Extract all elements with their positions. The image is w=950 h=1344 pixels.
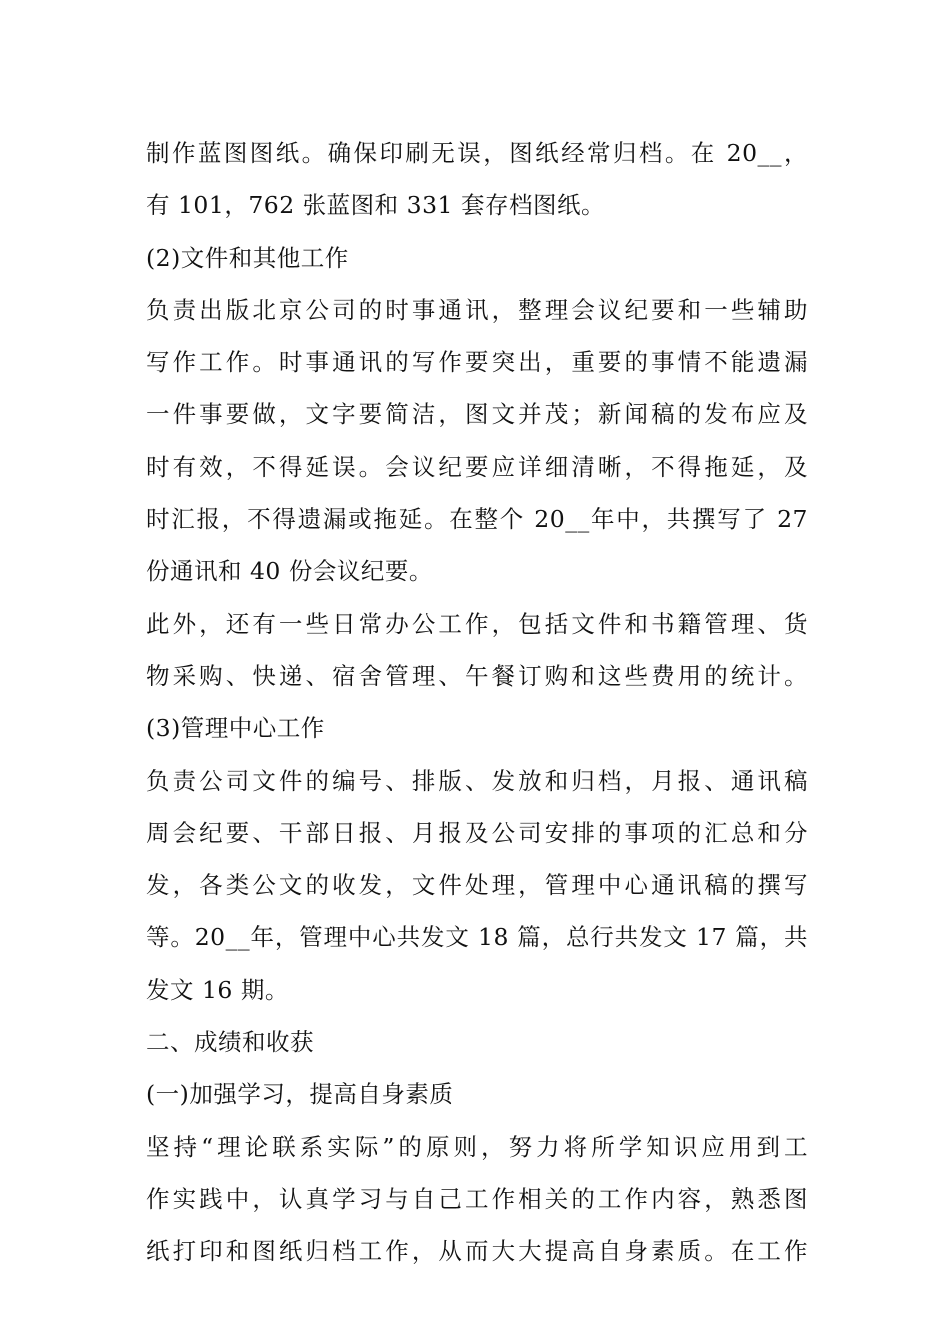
document-body [146, 127, 808, 1278]
text-line: 负责公司文件的编号、排版、发放和归档，月报、通讯稿 [146, 766, 808, 795]
text-line: 纸打印和图纸归档工作，从而大大提高自身素质。在工作 [146, 1237, 808, 1266]
text-line: 物采购、快递、宿舍管理、午餐订购和这些费用的统计。 [146, 661, 808, 690]
text-line: (3)管理中心工作 [146, 714, 325, 743]
text-line: 份通讯和 40 份会议纪要。 [146, 557, 433, 586]
text-line: 一件事要做，文字要简洁，图文并茂；新闻稿的发布应及 [146, 400, 808, 429]
text-line: 时有效，不得延误。会议纪要应详细清晰，不得拖延，及 [146, 452, 808, 481]
text-line: 周会纪要、干部日报、月报及公司安排的事项的汇总和分 [146, 818, 808, 847]
text-line: 写作工作。时事通讯的写作要突出，重要的事情不能遗漏 [146, 348, 808, 377]
text-line: 二、成绩和收获 [146, 1028, 314, 1057]
text-line: 作实践中，认真学习与自己工作相关的工作内容，熟悉图 [146, 1184, 808, 1213]
text-line: 制作蓝图图纸。确保印刷无误，图纸经常归档。在 20__， [146, 139, 808, 167]
text-line: 时汇报，不得遗漏或拖延。在整个 20__年中，共撰写了 27 [146, 505, 808, 534]
text-line: 发，各类公文的收发，文件处理，管理中心通讯稿的撰写 [146, 871, 808, 900]
text-line: 此外，还有一些日常办公工作，包括文件和书籍管理、货 [146, 609, 808, 638]
text-line: 等。20__年，管理中心共发文 18 篇，总行共发文 17 篇，共 [146, 923, 808, 952]
text-line: 负责出版北京公司的时事通讯，整理会议纪要和一些辅助 [146, 295, 808, 324]
text-line: 坚持“理论联系实际”的原则，努力将所学知识应用到工 [146, 1132, 808, 1161]
text-line: (一)加强学习，提高自身素质 [146, 1080, 454, 1109]
text-line: 发文 16 期。 [146, 975, 289, 1004]
text-line: (2)文件和其他工作 [146, 243, 349, 272]
text-line: 有 101，762 张蓝图和 331 套存档图纸。 [146, 191, 605, 220]
